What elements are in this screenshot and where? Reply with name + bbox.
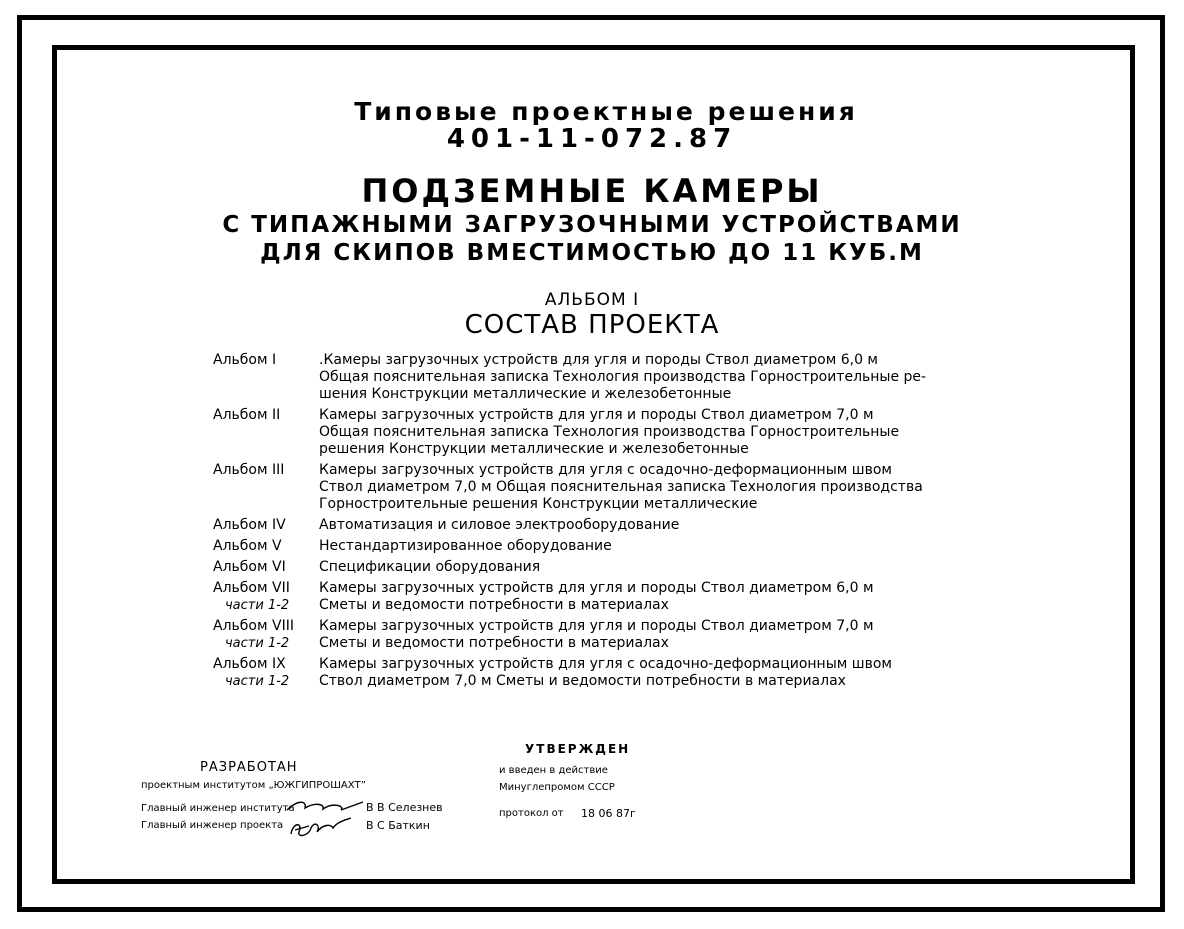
album-description: [319, 352, 1003, 403]
album-row: [213, 407, 1003, 458]
chief-institute-label: Главный инженер института: [141, 803, 295, 814]
subtitle-line-2: ДЛЯ СКИПОВ ВМЕСТИМОСТЬЮ ДО 11 КУБ.М: [260, 240, 924, 266]
album-description-line: Камеры загрузочных устройств для угля с осадочно-деформационным швом: [319, 462, 892, 478]
chief-project-name: В С Баткин: [366, 819, 430, 832]
album-description: [319, 559, 1003, 576]
album-name: [213, 618, 313, 652]
album-name: [213, 559, 313, 576]
chief-institute-name: В В Селезнев: [366, 801, 443, 814]
album-description: [319, 538, 1003, 555]
album-row: [213, 580, 1003, 614]
album-name: [213, 517, 313, 534]
album-description: [319, 517, 1003, 534]
subtitle-line-1: С ТИПАЖНЫМИ ЗАГРУЗОЧНЫМИ УСТРОЙСТВАМИ: [222, 212, 962, 238]
album-description-line: Сметы и ведомости потребности в материалах: [319, 635, 669, 651]
album-part: части 1-2: [225, 636, 290, 651]
approved-line-2: Минуглепромом СССР: [499, 782, 615, 793]
album-row: [213, 352, 1003, 403]
album-description-line: Ствол диаметром 7,0 м Сметы и ведомости потребности в материалах: [319, 673, 846, 689]
album-description-line: Ствол диаметром 7,0 м Общая пояснительная записка Технология производства: [319, 479, 923, 495]
developed-label: РАЗРАБОТАН: [200, 760, 298, 775]
main-title: ПОДЗЕМНЫЕ КАМЕРЫ: [361, 172, 823, 210]
album-row: [213, 656, 1003, 690]
approved-label: УТВЕРЖДЕН: [525, 742, 631, 756]
album-description-line: Общая пояснительная записка Технология производства Горностроительные ре-: [319, 369, 927, 385]
album-name-text: Альбом VI: [213, 559, 286, 575]
album-description: [319, 580, 1003, 614]
series-number: 401-11-072.87: [446, 124, 738, 154]
album-description-line: решения Конструкции металлические и железобетонные: [319, 441, 749, 457]
album-row: [213, 618, 1003, 652]
album-description: [319, 656, 1003, 690]
album-description-line: Автоматизация и силовое электрооборудование: [319, 517, 680, 533]
album-row: [213, 538, 1003, 555]
album-description-line: Сметы и ведомости потребности в материалах: [319, 597, 669, 613]
album-description: [319, 407, 1003, 458]
album-description-line: Спецификации оборудования: [319, 559, 541, 575]
album-description-line: Общая пояснительная записка Технология производства Горностроительные: [319, 424, 900, 440]
album-name-text: Альбом VIII: [213, 618, 294, 634]
album-name: [213, 580, 313, 614]
album-name-text: Альбом III: [213, 462, 285, 478]
album-description: [319, 618, 1003, 652]
album-label: АЛЬБОМ I: [544, 290, 640, 310]
album-description-line: Камеры загрузочных устройств для угля и породы Ствол диаметром 6,0 м: [319, 580, 874, 596]
album-name-text: Альбом IV: [213, 517, 286, 533]
album-name: [213, 352, 313, 369]
album-row: [213, 462, 1003, 513]
album-description-line: шения Конструкции металлические и железобетонные: [319, 386, 732, 402]
album-description-line: Камеры загрузочных устройств для угля и породы Ствол диаметром 7,0 м: [319, 618, 874, 634]
album-name-text: Альбом I: [213, 352, 277, 368]
album-part: части 1-2: [225, 598, 290, 613]
approved-line-1: и введен в действие: [499, 765, 608, 776]
album-name-text: Альбом V: [213, 538, 282, 554]
protocol-label: протокол от: [499, 808, 564, 819]
protocol-date: 18 06 87г: [581, 807, 636, 820]
album-name: [213, 462, 313, 479]
album-name-text: Альбом II: [213, 407, 281, 423]
album-name: [213, 407, 313, 424]
album-name-text: Альбом IX: [213, 656, 286, 672]
signature-project: [287, 814, 357, 840]
album-row: [213, 559, 1003, 576]
album-name: [213, 656, 313, 690]
section-title: СОСТАВ ПРОЕКТА: [464, 310, 720, 340]
album-part: части 1-2: [225, 674, 290, 689]
album-description-line: Горностроительные решения Конструкции металлические: [319, 496, 758, 512]
album-name-text: Альбом VII: [213, 580, 290, 596]
developed-by: проектным институтом „ЮЖГИПРОШАХТ”: [141, 780, 366, 791]
album-row: [213, 517, 1003, 534]
chief-project-label: Главный инженер проекта: [141, 820, 284, 831]
album-description-line: Камеры загрузочных устройств для угля с осадочно-деформационным швом: [319, 656, 892, 672]
album-description-line: .Камеры загрузочных устройств для угля и породы Ствол диаметром 6,0 м: [319, 352, 878, 368]
album-description-line: Камеры загрузочных устройств для угля и породы Ствол диаметром 7,0 м: [319, 407, 874, 423]
album-name: [213, 538, 313, 555]
album-description: [319, 462, 1003, 513]
album-list: [213, 352, 1003, 694]
series-title: Типовые проектные решения: [354, 97, 858, 126]
album-description-line: Нестандартизированное оборудование: [319, 538, 612, 554]
